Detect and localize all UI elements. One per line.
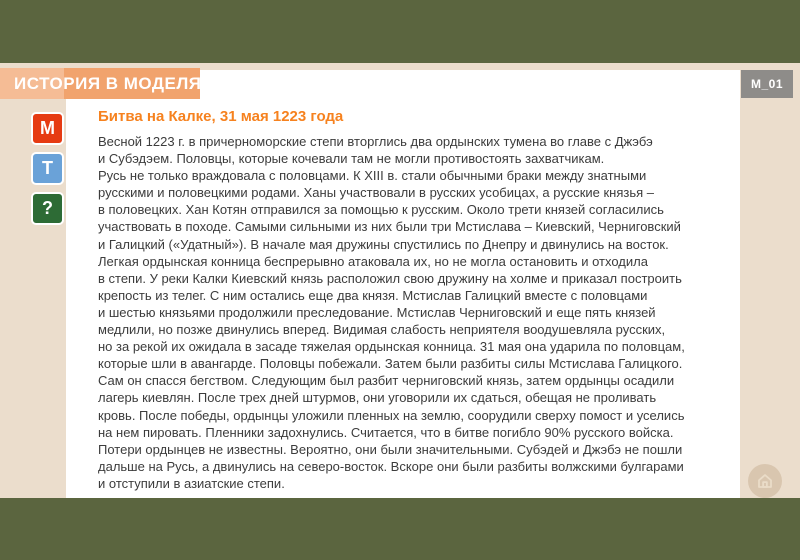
text-line: и шестью князьями продолжили преследование. Мстислав Черниговский и еще пять князей xyxy=(98,304,656,320)
text-line: кровь. После победы, ордынцы уложили пленных на землю, соорудили сверху помост и уселись xyxy=(98,407,685,423)
home-button[interactable] xyxy=(748,464,782,498)
text-line: лагерь киевлян. После трех дней штурмов, они уговорили их сдаться, обещая не проливать xyxy=(98,390,657,406)
sidebar-item-help[interactable]: ? xyxy=(31,192,64,225)
text-line: в степи. У реки Калки Киевский князь расположил свою дружину на холме и приказал построить xyxy=(98,270,682,286)
top-band xyxy=(0,0,800,63)
text-line: крепость из телег. С ним остались еще два князя. Мстислав Галицкий вместе с половцами xyxy=(98,287,648,303)
home-icon xyxy=(756,472,774,490)
model-code-badge: M_01 xyxy=(741,70,793,98)
text-line: которые шли в авангарде. Половцы побежали. Затем были разбиты силы Мстислава Галицкого. xyxy=(98,356,683,372)
text-line: медлили, но позже двинулись вперед. Видимая слабость неприятеля воодушевляла русских, xyxy=(98,322,666,338)
text-line: Сам он спасся бегством. Следующим был разбит черниговский князь, затем ордынцы осадили xyxy=(98,373,675,389)
article-title: Битва на Калке, 31 мая 1223 года xyxy=(98,108,344,125)
text-line: и отступили в азиатские степи. xyxy=(98,475,285,491)
text-line: Легкая ордынская конница беспрерывно атаковала их, но не могла остановить и отходила xyxy=(98,253,648,269)
app-title: ИСТОРИЯ В МОДЕЛЯХ xyxy=(14,74,214,93)
article-body xyxy=(98,133,723,492)
sidebar-item-models[interactable]: M xyxy=(31,112,64,145)
text-line: и Субэдэем. Половцы, которые кочевали там не могли противостоять захватчикам. xyxy=(98,151,605,167)
bottom-band xyxy=(0,498,800,560)
text-line: в половецких. Хан Котян отправился за помощью к русским. Около трети князей согласились xyxy=(98,202,664,218)
text-line: русскими и половецкими родами. Ханы участвовали в русских усобицах, а русские князья – xyxy=(98,185,655,201)
text-line: дальше на Русь, а двинулись на северо-восток. Вскоре они были разбиты волжскими булгарами xyxy=(98,458,684,474)
text-line: Весной 1223 г. в причерноморские степи вторглись два ордынских тумена во главе с Джэбэ xyxy=(98,134,653,149)
sidebar-item-text[interactable]: T xyxy=(31,152,64,185)
text-line: но за рекой их ожидала в засаде тяжелая ордынская конница. 31 мая она ударила по половцам, xyxy=(98,339,685,355)
text-line: Потери ордынцев не известны. Вероятно, они были значительными. Субэдей и Джэбэ не пошли xyxy=(98,441,683,457)
text-line: на нем пировать. Пленники задохнулись. Считается, что в битве погибло 90% русского войска. xyxy=(98,424,674,440)
text-line: участвовать в походе. Самыми сильными из них были три Мстислава – Киевский, Черниговский xyxy=(98,219,681,235)
text-line: Русь не только враждовала с половцами. К XIII в. стали обычными браки между знатными xyxy=(98,168,647,184)
text-line: и Галицкий («Удатный»). В начале мая дружины спустились по Днепру и двинулись на восток. xyxy=(98,236,669,252)
app-header xyxy=(0,68,214,99)
